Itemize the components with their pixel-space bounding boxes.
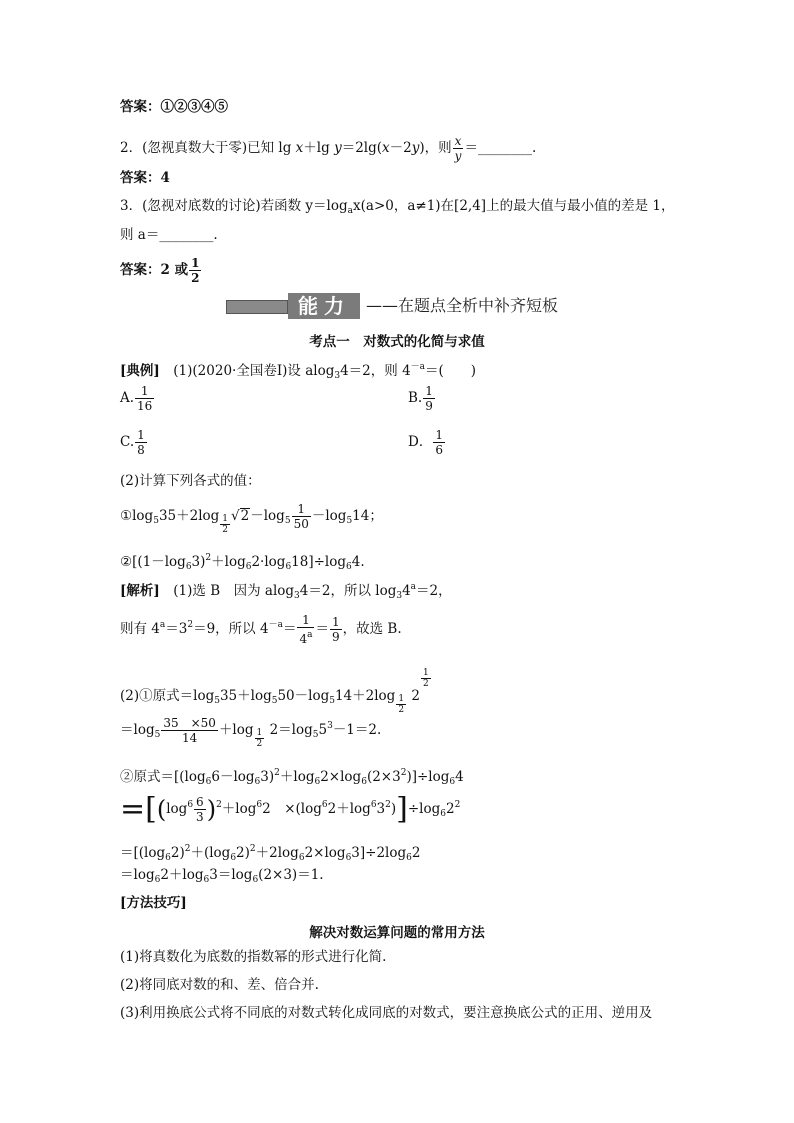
s2-exp-den: 2 <box>422 679 429 689</box>
s6-n: 6 <box>406 853 412 863</box>
answer-frac-den: 2 <box>191 271 200 285</box>
s4-f: 2 <box>274 768 280 778</box>
f1-base-den: 2 <box>222 525 229 535</box>
sol-l2e: ＝ <box>315 621 329 637</box>
f1-k: －log <box>311 508 347 524</box>
s5-g: 2 ×(log <box>262 801 322 817</box>
banner-subtitle: ——在题点全析中补齐短板 <box>366 296 559 315</box>
s5-frac-num: 6 <box>196 795 204 809</box>
sol-frac1-num: 1 <box>297 613 314 628</box>
s5-c: ) <box>206 795 217 824</box>
question-3-line-1 <box>120 197 674 220</box>
f2-a: ②[(1－log <box>120 554 186 570</box>
s5-fraction <box>194 795 206 824</box>
sol-l1c: 4 <box>402 583 411 599</box>
s5-k: 3 <box>376 801 386 817</box>
q2-frac-den: y <box>454 149 462 163</box>
sol-l2f: ，故选 B. <box>342 621 402 637</box>
s6-m: 3]÷2log <box>351 845 407 861</box>
f1-m: 14； <box>352 508 383 524</box>
method-item-2: (2)将同底对数的和、差、倍合并. <box>120 977 319 993</box>
solution-2b-line-2 <box>120 791 461 827</box>
example-text-2: 4＝2，则 4 <box>340 363 411 379</box>
s4-n: 6 <box>449 777 456 787</box>
f2-s1: 6 <box>185 562 192 572</box>
f1-c: 35＋2log <box>158 508 220 524</box>
sol-frac1-den-base: 4 <box>299 632 308 646</box>
answer-text: ①②③④⑤ <box>160 99 228 115</box>
option-d <box>408 428 446 457</box>
s2-base-fraction <box>396 694 406 715</box>
sol-fraction-1 <box>297 613 314 646</box>
example-text-3: ＝( ) <box>425 363 477 379</box>
s4-g: ＋log <box>279 769 315 785</box>
q2-eq: ＝2lg( <box>341 140 383 156</box>
example-line <box>120 358 476 385</box>
example-label: [典例] <box>120 363 160 379</box>
solution-2-line-2 <box>120 716 381 749</box>
s4-k: (2×3 <box>366 769 401 785</box>
f1-l: 5 <box>346 516 353 526</box>
answer-label: 答案： <box>120 262 161 278</box>
s4-l: 2 <box>400 768 407 778</box>
sol-sp4: －a <box>268 620 283 630</box>
s7-e: 3＝log <box>209 867 253 883</box>
f1-frac-num: 1 <box>292 502 311 517</box>
s6-b: 6 <box>165 853 171 863</box>
example-sub: 3 <box>334 371 341 381</box>
s7-c: 2＋log <box>160 867 204 883</box>
s5-q: 2 <box>454 800 461 810</box>
s5-h: 6 <box>321 800 328 810</box>
s2-j: 2 <box>411 688 420 704</box>
s5-e: ＋log <box>221 801 257 817</box>
close-bracket: ] <box>396 791 408 827</box>
s4-b: 6 <box>205 777 212 787</box>
s6-i: ＋2log <box>255 845 299 861</box>
s3-h: 5 <box>318 722 328 738</box>
f1-b: 5 <box>153 516 159 526</box>
question-3-line-2 <box>120 226 218 244</box>
option-a-label: A. <box>120 390 135 406</box>
option-b-den: 9 <box>425 399 433 413</box>
solution-label: [解析] <box>120 583 160 599</box>
s2-a: (2)①原式＝log <box>120 688 215 704</box>
s6-a: ＝[(log <box>120 845 166 861</box>
q2-plus: ＋lg <box>303 140 335 156</box>
question-2 <box>120 134 536 163</box>
s5-m: ) <box>390 801 397 817</box>
f2-s2: 6 <box>245 562 252 572</box>
s7-b: 6 <box>154 875 161 885</box>
option-c-den: 8 <box>137 443 145 457</box>
option-b <box>408 384 436 413</box>
option-a <box>120 384 155 413</box>
q2-frac-num: x <box>454 134 462 148</box>
s5-o: 6 <box>440 809 447 819</box>
s6-e: ＋(log <box>190 845 231 861</box>
s4-h: 6 <box>314 777 321 787</box>
section-banner <box>226 293 566 321</box>
option-c <box>120 428 148 457</box>
f1-sqrt: √2 <box>231 508 250 524</box>
sol-l2b: ＝3 <box>165 621 188 637</box>
s6-j: 6 <box>298 853 305 863</box>
sol-sp2: a <box>159 620 166 630</box>
s4-e: 3) <box>260 769 275 785</box>
option-b-label: B. <box>408 390 423 406</box>
s2-base-num: 1 <box>398 694 405 704</box>
s4-o: 4 <box>455 769 464 785</box>
s5-i: 2＋log <box>327 801 371 817</box>
q2-close: )，则 <box>419 140 452 156</box>
solution-line-2 <box>120 613 402 646</box>
s3-sp: 3 <box>327 721 333 731</box>
s2-base-den: 2 <box>398 705 405 715</box>
method-item-3: (3)利用换底公式将不同底的对数式转化成同底的对数式，要注意换底公式的正用、逆用及 <box>120 1005 653 1021</box>
f1-base-num: 1 <box>222 514 229 524</box>
q2-y2: y <box>411 140 420 156</box>
q2-blank: ＝________. <box>464 140 537 156</box>
method-title: 解决对数运算问题的常用方法 <box>309 925 485 941</box>
option-b-fraction <box>423 384 435 413</box>
option-a-den: 16 <box>137 399 153 413</box>
sol-l1d: ＝2， <box>416 583 452 599</box>
s2-g: 14＋2log <box>334 688 396 704</box>
solution-2b-line-3 <box>120 840 420 867</box>
s3-g: 5 <box>312 730 319 740</box>
answer-label: 答案： <box>120 99 161 115</box>
q3-text: 3．(忽视对底数的讨论)若函数 y＝log <box>120 198 348 214</box>
s3-base-num: 1 <box>256 728 263 738</box>
s7-f: 6 <box>252 875 259 885</box>
s6-d: 2 <box>184 844 191 854</box>
sol-l2c: ＝9，所以 4 <box>193 621 269 637</box>
s2-exp-num: 1 <box>422 668 429 678</box>
s6-g: 2) <box>236 845 250 861</box>
s3-i: －1＝2. <box>332 722 382 738</box>
f2-t3: ＋log <box>211 554 246 570</box>
f1-a: ①log <box>120 508 154 524</box>
banner-bar <box>226 300 288 314</box>
open-bracket: =[ <box>120 791 157 827</box>
s2-b: 5 <box>214 696 220 706</box>
f1-frac-den: 50 <box>293 517 309 531</box>
s4-i: 2×log <box>320 769 362 785</box>
part-2-prompt: (2)计算下列各式的值： <box>120 473 261 489</box>
sol-l1b: 4＝2，所以 log <box>299 583 397 599</box>
answer-text: 4 <box>160 170 170 186</box>
s4-a: ②原式＝[(log <box>120 769 206 785</box>
s6-c: 2) <box>170 845 185 861</box>
sol-frac2-den: 9 <box>331 630 340 644</box>
s3-b: 5 <box>154 730 161 740</box>
option-d-label: D． <box>408 434 433 450</box>
s4-c: 6－log <box>211 769 255 785</box>
section-title: 考点一 对数式的化简与求值 <box>309 334 485 350</box>
sol-sp3: 2 <box>187 620 194 630</box>
sol-s2: 3 <box>396 591 403 601</box>
option-c-fraction <box>135 428 147 457</box>
answer-frac-num: 1 <box>191 256 200 270</box>
f2-t2: 3) <box>191 554 206 570</box>
sol-l1a: (1)选 B 因为 alog <box>173 583 295 599</box>
solution-line-1 <box>120 578 452 605</box>
f1-base-fraction <box>220 514 230 535</box>
answer-1 <box>120 98 228 116</box>
s4-j: 6 <box>361 777 367 787</box>
s5-p: 2 <box>446 801 455 817</box>
s3-fraction <box>161 716 218 745</box>
option-d-num: 1 <box>435 428 443 442</box>
answer-3 <box>120 256 202 285</box>
f1-g: －log <box>250 508 285 524</box>
q2-x: x <box>295 140 304 156</box>
s2-f: 5 <box>329 696 335 706</box>
sol-l2a: 则有 4 <box>120 621 160 637</box>
f2-sp: 2 <box>205 553 212 563</box>
s7-g: (2×3)＝1. <box>258 867 324 883</box>
f2-t5: 18]÷log <box>291 554 347 570</box>
s6-f: 6 <box>230 853 237 863</box>
option-c-label: C. <box>120 434 135 450</box>
s2-c: 35＋log <box>219 688 272 704</box>
f2-s3: 6 <box>285 562 292 572</box>
s5-n: ÷log <box>407 801 441 817</box>
s5-l: 2 <box>385 800 391 810</box>
example-sup: －a <box>410 362 426 372</box>
s5-b: 6 <box>187 800 194 810</box>
sol-s1: 3 <box>294 591 300 601</box>
example-text: (1)(2020·全国卷Ⅰ)设 alog <box>173 363 335 379</box>
s6-h: 2 <box>249 844 256 854</box>
s5-frac-den: 3 <box>196 810 204 824</box>
solution-2-line-1 <box>120 668 432 715</box>
q2-y: y <box>334 140 342 156</box>
answer-text: 2 或 <box>160 262 189 278</box>
formula-2 <box>120 549 365 576</box>
q3-text-b: x(a>0，a≠1)在[2,4]上的最大值与最小值的差是 1， <box>353 198 675 214</box>
q3-sub: a <box>347 206 354 216</box>
sol-l2d: ＝ <box>282 621 297 637</box>
s3-base-fraction <box>255 728 265 749</box>
method-label: [方法技巧] <box>120 895 187 911</box>
s5-d: 2 <box>216 800 222 810</box>
q2-x2: x <box>382 140 390 156</box>
s5-a: log <box>166 801 188 817</box>
s4-m: )]÷log <box>406 769 450 785</box>
option-a-num: 1 <box>135 384 154 399</box>
answer-2 <box>120 169 170 187</box>
q2-fraction <box>453 134 464 163</box>
s3-frac-num: 35 ×50 <box>163 716 216 730</box>
solution-2b-line-1 <box>120 764 464 791</box>
f2-t6: 4. <box>351 554 365 570</box>
option-b-num: 1 <box>425 384 433 398</box>
option-a-fraction <box>135 384 154 413</box>
s3-frac-den: 14 <box>181 731 198 745</box>
s4-d: 6 <box>254 777 261 787</box>
method-item-1: (1)将真数化为底数的指数幂的形式进行化简. <box>120 949 387 965</box>
f2-t4: 2·log <box>251 554 286 570</box>
f1-h: 5 <box>284 516 291 526</box>
answer-fraction <box>189 256 201 285</box>
s3-base-den: 2 <box>256 739 263 749</box>
option-c-num: 1 <box>137 428 145 442</box>
s3-f: 2＝log <box>269 722 313 738</box>
formula-1 <box>120 502 383 535</box>
option-d-den: 6 <box>435 443 443 457</box>
q3-line2: 则 a＝________. <box>120 227 218 243</box>
sol-frac1-den-sup: a <box>307 630 313 640</box>
s6-k: 2×log <box>304 845 346 861</box>
q2-pre: 2．(忽视真数大于零)已知 lg <box>120 140 296 156</box>
sol-sp1: a <box>410 582 417 592</box>
solution-2b-line-4 <box>120 866 324 889</box>
banner-title: 能力 <box>288 293 360 319</box>
s5-j: 6 <box>370 800 377 810</box>
option-d-fraction <box>433 428 445 457</box>
s6-l: 6 <box>345 853 352 863</box>
s3-c: ＋log <box>218 722 254 738</box>
f1-fraction <box>292 502 311 531</box>
s7-d: 6 <box>203 875 210 885</box>
f1-sqrt-arg: 2 <box>240 508 250 524</box>
s3-a: ＝log <box>120 722 155 738</box>
open-paren: ( <box>156 795 167 824</box>
s2-exp-fraction <box>421 668 431 689</box>
sol-frac1-den <box>297 628 314 646</box>
s2-e: 50－log <box>277 688 330 704</box>
f2-s4: 6 <box>346 562 352 572</box>
s2-d: 5 <box>271 696 278 706</box>
sol-frac2-num: 1 <box>331 615 340 629</box>
s6-o: 2 <box>411 845 421 861</box>
q2-minus: －2 <box>389 140 412 156</box>
sol-fraction-2 <box>330 615 342 644</box>
s5-f: 6 <box>256 800 263 810</box>
s7-a: ＝log <box>120 867 155 883</box>
answer-label: 答案： <box>120 170 161 186</box>
